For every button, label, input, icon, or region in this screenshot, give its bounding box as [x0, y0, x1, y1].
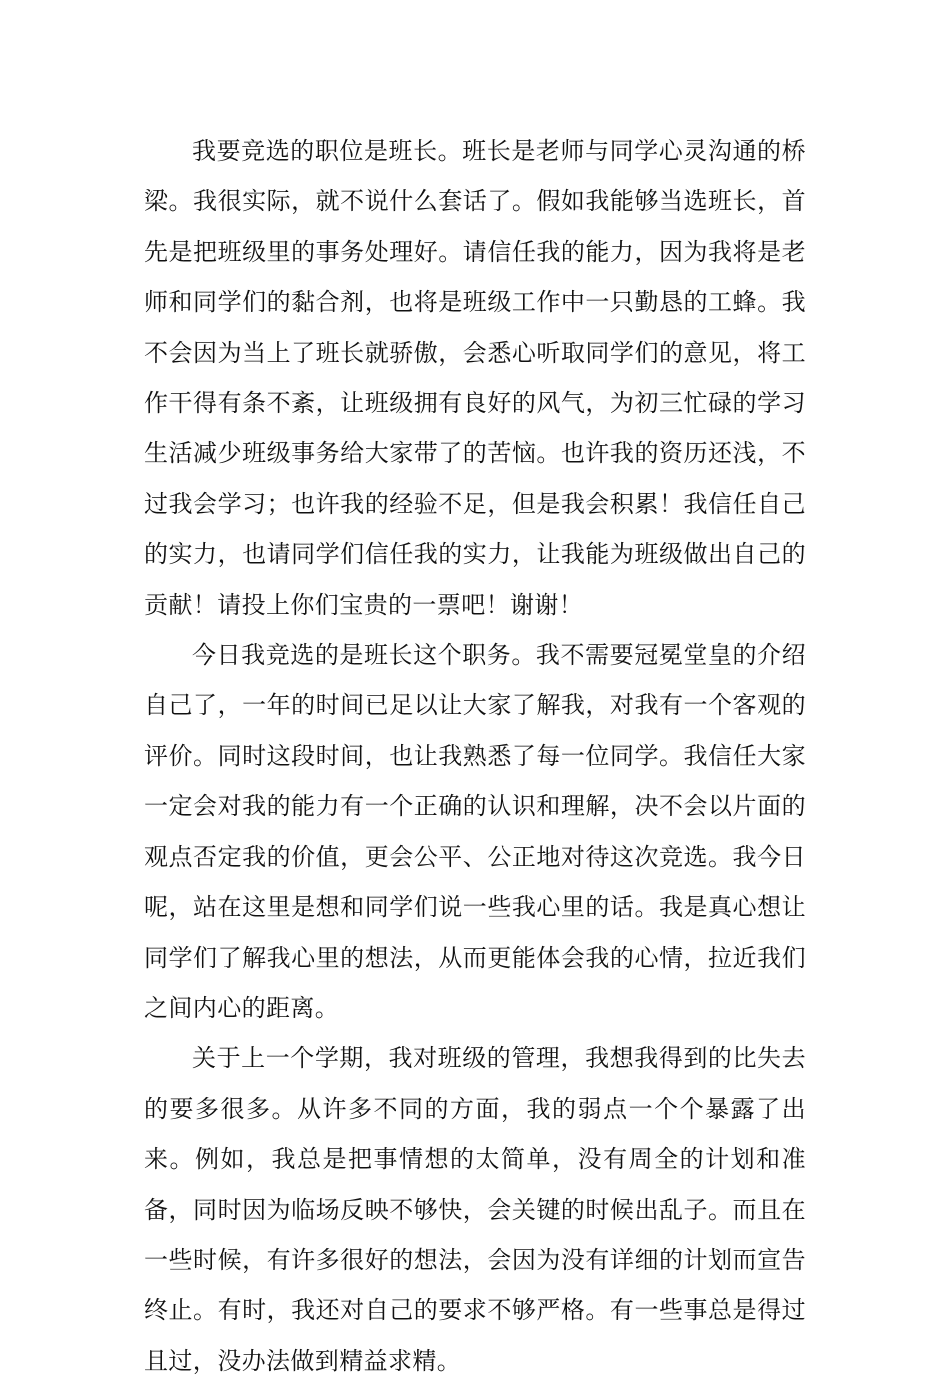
paragraph-2: 今日我竞选的是班长这个职务。我不需要冠冕堂皇的介绍自己了，一年的时间已足以让大家了解我，对我有一个客观的评价。同时这段时间，也让我熟悉了每一位同学。我信任大家一定会对我的能力有一个正确的认识和理解，决不会以片面的观点否定我的价值，更会公平、公正地对待这次竞选。我今日呢，站在这里是想和同学们说一些我心里的话。我是真心想让同学们了解我心里的想法，从而更能体会我的心情，拉近我们之间内心的距离。	[144, 641, 806, 1022]
document-body	[144, 126, 806, 1386]
paragraph-3: 关于上一个学期，我对班级的管理，我想我得到的比失去的要多很多。从许多不同的方面，我的弱点一个个暴露了出来。例如，我总是把事情想的太简单，没有周全的计划和准备，同时因为临场反映不够快，会关键的时候出乱子。而且在一些时候，有许多很好的想法，会因为没有详细的计划而宣告终止。有时，我还对自己的要求不够严格。有一些事总是得过且过，没办法做到精益求精。	[144, 1044, 806, 1375]
paragraph-1: 我要竞选的职位是班长。班长是老师与同学心灵沟通的桥梁。我很实际，就不说什么套话了。假如我能够当选班长，首先是把班级里的事务处理好。请信任我的能力，因为我将是老师和同学们的黏合剂，也将是班级工作中一只勤恳的工蜂。我不会因为当上了班长就骄傲，会悉心听取同学们的意见，将工作干得有条不紊，让班级拥有良好的风气，为初三忙碌的学习生活减少班级事务给大家带了的苦恼。也许我的资历还浅，不过我会学习；也许我的经验不足，但是我会积累！我信任自己的实力，也请同学们信任我的实力，让我能为班级做出自己的贡献！请投上你们宝贵的一票吧！谢谢！	[144, 137, 806, 619]
